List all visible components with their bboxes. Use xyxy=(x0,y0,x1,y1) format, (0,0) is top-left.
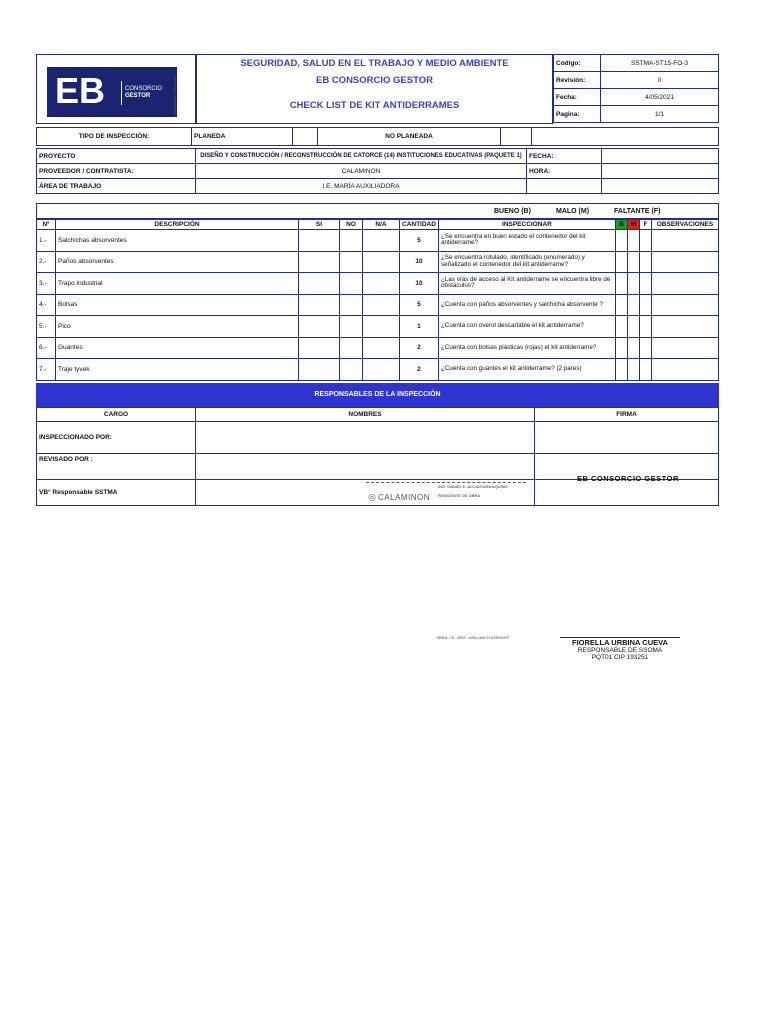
signer-role: RESPONSABLE DE SSOMA xyxy=(577,647,663,654)
row-description: Guantes xyxy=(56,337,299,359)
row-question: ¿Se encuentra rotulado, identificado (enumerado) y señalizado el contenedor del kit antiderrame? xyxy=(438,251,615,273)
project-label: PROYECTO xyxy=(37,149,196,164)
reviewed-by-name[interactable] xyxy=(196,454,535,480)
row-observations-cell[interactable] xyxy=(651,294,718,316)
row-f-cell[interactable] xyxy=(639,273,651,295)
vb-name[interactable] xyxy=(196,480,535,506)
row-description: Bolsas xyxy=(56,294,299,316)
col-si: SI xyxy=(299,220,340,230)
row-no-cell[interactable] xyxy=(340,316,363,338)
company-stamp: EB CONSORCIO GESTOR xyxy=(577,474,679,483)
meta-label-code: Código: xyxy=(554,55,601,72)
row-question: ¿Cuenta con overol descartable el kit antiderrame? xyxy=(438,316,615,338)
table-row xyxy=(37,359,719,381)
row-quantity: 10 xyxy=(400,273,439,295)
engineer-work-stamp: OBRA: I.E. 3092 - WILLIAM FULBRIGHT xyxy=(436,635,510,640)
checklist-body xyxy=(37,230,719,381)
date-field[interactable] xyxy=(602,149,719,164)
area-label: ÁREA DE TRABAJO xyxy=(37,179,196,194)
table-row xyxy=(37,316,719,338)
row-observations-cell[interactable] xyxy=(651,337,718,359)
table-row xyxy=(37,251,719,273)
col-no: NO xyxy=(340,220,363,230)
row-b-cell[interactable] xyxy=(615,337,627,359)
row-question: ¿Se encuentra en buen estado el contenedor del kit antiderrame? xyxy=(438,230,615,252)
supplier-value: CALAMINON xyxy=(196,164,527,179)
row-f-cell[interactable] xyxy=(639,316,651,338)
row-f-cell[interactable] xyxy=(639,337,651,359)
inspected-by-signature[interactable] xyxy=(535,422,719,454)
inspection-type-row xyxy=(36,127,719,146)
logo-cell xyxy=(36,54,196,124)
row-m-cell[interactable] xyxy=(627,251,639,273)
row-observations-cell[interactable] xyxy=(651,230,718,252)
row-no-cell[interactable] xyxy=(340,251,363,273)
row-na-cell[interactable] xyxy=(363,230,400,252)
logo-side-text: INGENIEROS · PROYECTAL xyxy=(173,75,177,115)
col-quantity: CANTIDAD xyxy=(400,220,439,230)
col-num: Nº xyxy=(37,220,56,230)
row-no-cell[interactable] xyxy=(340,359,363,381)
row-m-cell[interactable] xyxy=(627,316,639,338)
meta-label-page: Pagina: xyxy=(554,106,601,123)
row-m-cell[interactable] xyxy=(627,337,639,359)
supplier-label: PROVEEDOR / CONTRATISTA: xyxy=(37,164,196,179)
row-quantity: 2 xyxy=(400,359,439,381)
company-logo xyxy=(47,67,177,117)
legend-good: BUENO (B) xyxy=(494,208,531,215)
area-value: I.E. MARÍA AUXILIADORA xyxy=(196,179,527,194)
area-extra-2 xyxy=(602,179,719,194)
col-observations: OBSERVACIONES xyxy=(651,220,718,230)
row-si-cell[interactable] xyxy=(299,230,340,252)
row-b-cell[interactable] xyxy=(615,294,627,316)
meta-value-revision: 0 xyxy=(601,72,719,89)
stamp-line xyxy=(366,482,526,483)
legend-row xyxy=(36,203,719,219)
table-row xyxy=(37,337,719,359)
table-row xyxy=(37,273,719,295)
signer-name: FIORELLA URBINA CUEVA xyxy=(560,637,680,647)
meta-value-date: 4/05/2021 xyxy=(601,89,719,106)
row-si-cell[interactable] xyxy=(299,316,340,338)
logo-line1: CONSORCIO xyxy=(125,86,163,92)
time-field[interactable] xyxy=(602,164,719,179)
row-observations-cell[interactable] xyxy=(651,359,718,381)
title-company: EB CONSORCIO GESTOR xyxy=(315,75,433,86)
row-no-cell[interactable] xyxy=(340,294,363,316)
meta-label-revision: Revisión: xyxy=(554,72,601,89)
row-question: ¿Cuenta con guantes el kit antiderrame? (2 pares) xyxy=(438,359,615,381)
row-question: ¿Las vías de acceso al Kit antiderrame se encuentra libre de obstáculos? xyxy=(438,273,615,295)
row-f-cell[interactable] xyxy=(639,251,651,273)
row-b-cell[interactable] xyxy=(615,230,627,252)
signer-id: PQT01 CIP 193251 xyxy=(591,654,649,661)
logo-line2: GESTOR xyxy=(125,93,151,99)
responsables-title: RESPONSABLES DE LA INSPECCIÓN xyxy=(36,383,719,407)
logo-letters: EB xyxy=(55,70,106,111)
col-inspect: INSPECCIONAR xyxy=(438,220,615,230)
area-extra-1 xyxy=(527,179,602,194)
logo-divider xyxy=(121,81,122,105)
meta-value-code: SSTMA-ST15-FO-3 xyxy=(601,55,719,72)
meta-label-date: Fecha: xyxy=(554,89,601,106)
row-f-cell[interactable] xyxy=(639,359,651,381)
engineer-role: RESIDENTE DE OBRA xyxy=(438,493,481,498)
calaminon-icon: ◎ xyxy=(368,492,376,502)
row-question: ¿Cuenta con bolsas plásticas (rojas) el kit antiderrame? xyxy=(438,337,615,359)
row-description: Salchichas absorventes xyxy=(56,230,299,252)
row-quantity: 2 xyxy=(400,337,439,359)
date-label: FECHA: xyxy=(527,149,602,164)
row-b-cell[interactable] xyxy=(615,273,627,295)
meta-value-page: 1/1 xyxy=(601,106,719,123)
row-f-cell[interactable] xyxy=(639,294,651,316)
row-si-cell[interactable] xyxy=(299,294,340,316)
vb-signature[interactable] xyxy=(535,474,719,506)
row-observations-cell[interactable] xyxy=(651,273,718,295)
row-number: 4.- xyxy=(37,294,56,316)
inspection-unplanned-label: NO PLANEADA xyxy=(318,128,501,146)
row-si-cell[interactable] xyxy=(299,273,340,295)
row-number: 1.- xyxy=(37,230,56,252)
title-main: SEGURIDAD, SALUD EN EL TRABAJO Y MEDIO AMBIENTE xyxy=(240,58,509,69)
row-number: 3.- xyxy=(37,273,56,295)
row-number: 7.- xyxy=(37,359,56,381)
row-description: Pico xyxy=(56,316,299,338)
row-na-cell[interactable] xyxy=(363,273,400,295)
row-observations-cell[interactable] xyxy=(651,251,718,273)
row-si-cell[interactable] xyxy=(299,251,340,273)
row-description: Paños absorventes xyxy=(56,251,299,273)
signer-block xyxy=(560,637,680,661)
inspected-by-label: INSPECCIONADO POR: xyxy=(37,422,196,454)
row-na-cell[interactable] xyxy=(363,251,400,273)
row-question: ¿Cuenta con paños absorventes y salchicha absorvente ? xyxy=(438,294,615,316)
reviewed-by-label: REVISADO POR : xyxy=(37,454,196,480)
row-quantity: 5 xyxy=(400,294,439,316)
legend-missing: FALTANTE (F) xyxy=(614,208,661,215)
col-firma: FIRMA xyxy=(535,408,719,422)
row-b-cell[interactable] xyxy=(615,316,627,338)
calaminon-logo: CALAMINON xyxy=(378,493,431,502)
row-f-cell[interactable] xyxy=(639,230,651,252)
row-si-cell[interactable] xyxy=(299,337,340,359)
col-nombres: NOMBRES xyxy=(196,408,535,422)
row-m-cell[interactable] xyxy=(627,230,639,252)
row-number: 6.- xyxy=(37,337,56,359)
row-quantity: 5 xyxy=(400,230,439,252)
row-si-cell[interactable] xyxy=(299,359,340,381)
planned-checkbox[interactable] xyxy=(293,128,318,146)
row-b-cell[interactable] xyxy=(615,359,627,381)
inspected-by-name[interactable] xyxy=(196,422,535,454)
row-quantity: 10 xyxy=(400,251,439,273)
col-cargo: CARGO xyxy=(37,408,196,422)
inspection-type-label: TIPO DE INSPECCIÓN: xyxy=(37,128,192,146)
row-no-cell[interactable] xyxy=(340,337,363,359)
title-form: CHECK LIST DE KIT ANTIDERRAMES xyxy=(289,100,460,111)
meta-table xyxy=(553,54,719,123)
col-b: B xyxy=(615,220,627,230)
vb-label: VB° Responsable SSTMA xyxy=(37,480,196,506)
row-description: Traje tyvek xyxy=(56,359,299,381)
responsables-table xyxy=(36,407,719,506)
engineer-name: ING. DANIEL E. ALCANTARA AQUINO xyxy=(438,484,508,489)
row-m-cell[interactable] xyxy=(627,273,639,295)
row-na-cell[interactable] xyxy=(363,337,400,359)
col-f: F xyxy=(639,220,651,230)
time-label: HORA: xyxy=(527,164,602,179)
project-value: DISEÑO Y CONSTRUCCIÓN / RECONSTRUCCIÓN DE CATORCE (14) INSTITUCIONES EDUCATIVAS (PAQUETE 1) xyxy=(196,149,527,164)
unplanned-checkbox[interactable] xyxy=(501,128,532,146)
info-table xyxy=(36,148,719,194)
row-m-cell[interactable] xyxy=(627,359,639,381)
checklist-sheet xyxy=(36,54,719,514)
col-na: N/A xyxy=(363,220,400,230)
row-no-cell[interactable] xyxy=(340,230,363,252)
row-number: 5.- xyxy=(37,316,56,338)
row-na-cell[interactable] xyxy=(363,359,400,381)
row-na-cell[interactable] xyxy=(363,294,400,316)
row-na-cell[interactable] xyxy=(363,316,400,338)
row-description: Trapo industrial xyxy=(56,273,299,295)
calaminon-stamp xyxy=(366,482,526,506)
row-b-cell[interactable] xyxy=(615,251,627,273)
row-no-cell[interactable] xyxy=(340,273,363,295)
inspection-planned-label: PLANEDA xyxy=(192,128,293,146)
title-cell xyxy=(196,54,553,124)
row-m-cell[interactable] xyxy=(627,294,639,316)
table-row xyxy=(37,294,719,316)
row-quantity: 1 xyxy=(400,316,439,338)
inspection-type-extra xyxy=(532,128,719,146)
table-row xyxy=(37,230,719,252)
row-observations-cell[interactable] xyxy=(651,316,718,338)
checklist-table xyxy=(36,219,719,381)
col-description: DESCRIPCIÓN xyxy=(56,220,299,230)
legend-bad: MALO (M) xyxy=(556,208,590,215)
col-m: M xyxy=(627,220,639,230)
row-number: 2.- xyxy=(37,251,56,273)
